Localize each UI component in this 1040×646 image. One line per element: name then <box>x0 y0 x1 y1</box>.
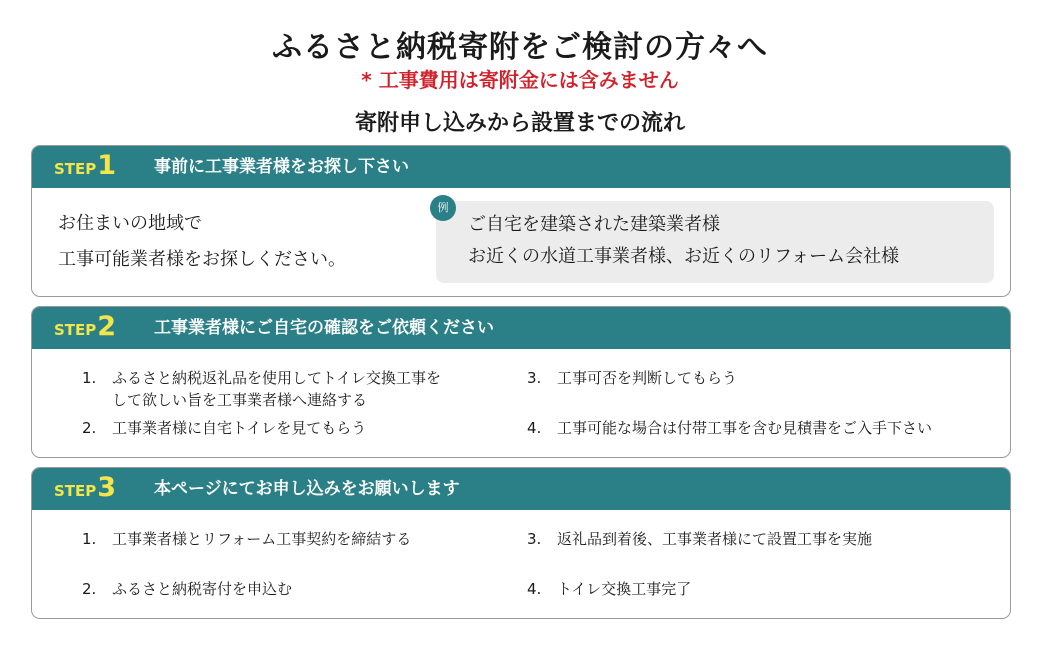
step-number: 2 <box>97 311 117 342</box>
step-1-card <box>31 145 1011 297</box>
item-number: 4. <box>527 580 542 598</box>
item-number: 1. <box>82 530 97 548</box>
item-text: 工事業者様に自宅トイレを見てもらう <box>112 419 367 437</box>
item-number: 1. <box>82 369 97 387</box>
example-text <box>468 209 899 273</box>
example-box <box>436 201 994 283</box>
step-number: 3 <box>97 472 117 503</box>
step-1-badge <box>54 150 116 186</box>
example-badge: 例 <box>430 195 456 221</box>
step-1-header <box>32 146 1010 188</box>
item-number: 2. <box>82 580 97 598</box>
step-2-card <box>31 306 1011 458</box>
item-text: ふるさと納税返礼品を使用してトイレ交換工事を して欲しい旨を工事業者様へ連絡する <box>112 369 441 409</box>
step-3-header <box>32 468 1010 510</box>
item-number: 2. <box>82 419 97 437</box>
example-line: お近くの水道工事業者様、お近くのリフォーム会社様 <box>468 246 900 267</box>
page-title: ふるさと納税寄附をご検討の方々へ <box>272 30 768 65</box>
item-text: 返礼品到着後、工事業者様にて設置工事を実施 <box>557 530 873 548</box>
step-3-heading: 本ページにてお申し込みをお願いします <box>154 479 460 499</box>
step-label: STEP <box>54 482 97 500</box>
step-2-header <box>32 307 1010 349</box>
cost-note: * 工事費用は寄附金には含みません <box>361 68 679 92</box>
flow-title: 寄附申し込みから設置までの流れ <box>354 111 685 136</box>
step-2-badge <box>54 311 116 347</box>
item-number: 4. <box>527 419 542 437</box>
item-text: 工事可能な場合は付帯工事を含む見積書をご入手下さい <box>557 419 933 437</box>
item-number: 3. <box>527 369 542 387</box>
step-2-heading: 工事業者様にご自宅の確認をご依頼ください <box>154 318 494 338</box>
step-1-body-line: お住まいの地域で <box>58 213 202 234</box>
item-text: ふるさと納税寄付を申込む <box>112 580 293 598</box>
step-1-body-line: 工事可能業者様をお探しください。 <box>58 249 346 270</box>
step-label: STEP <box>54 160 97 178</box>
item-text: 工事業者様とリフォーム工事契約を締結する <box>112 530 412 548</box>
step-1-body <box>58 206 346 278</box>
step-3-card <box>31 467 1011 619</box>
item-text: トイレ交換工事完了 <box>557 580 692 598</box>
step-number: 1 <box>97 150 117 181</box>
item-text: 工事可否を判断してもらう <box>557 369 738 387</box>
step-3-badge <box>54 472 116 508</box>
step-label: STEP <box>54 321 97 339</box>
item-number: 3. <box>527 530 542 548</box>
example-line: ご自宅を建築された建築業者様 <box>468 214 720 235</box>
step-1-heading: 事前に工事業者様をお探し下さい <box>154 157 409 177</box>
